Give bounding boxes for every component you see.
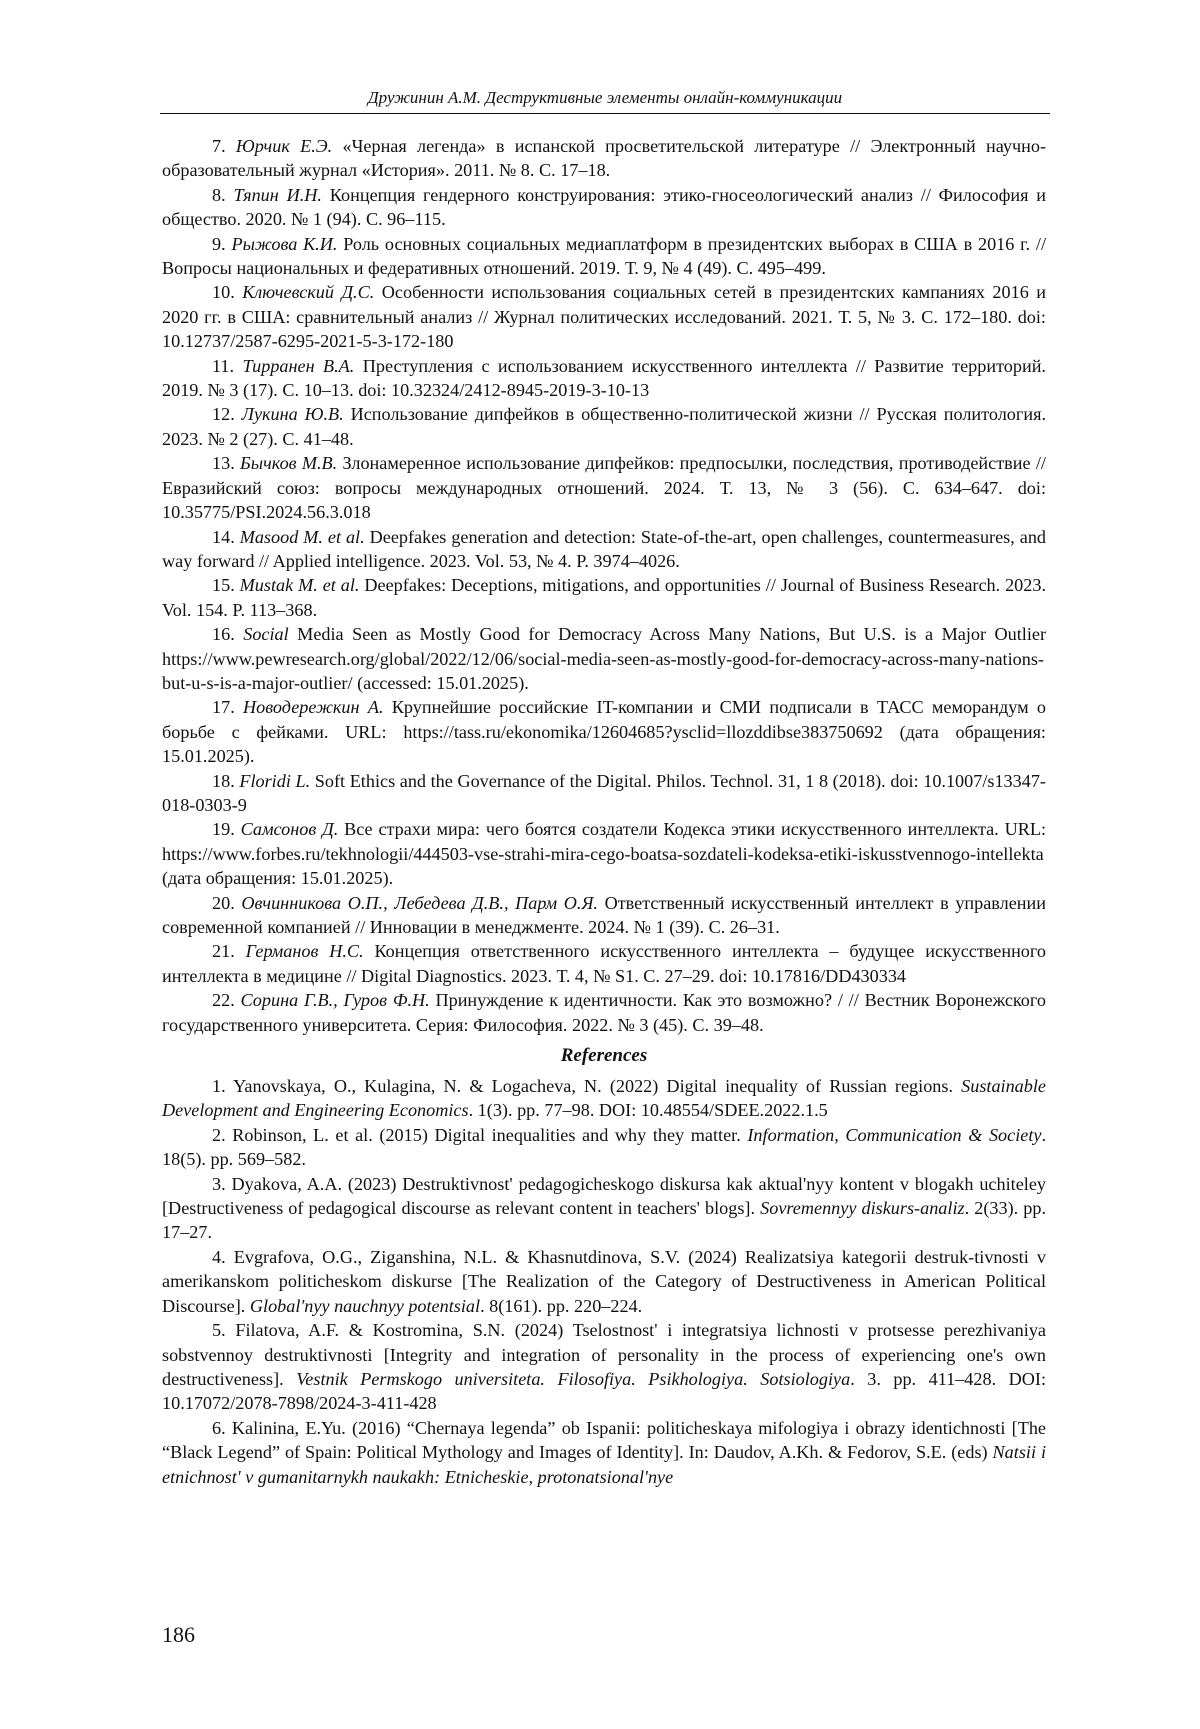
- bibliography-entry: [162, 183, 1046, 232]
- bibliography-entry: [162, 402, 1046, 451]
- bibliography-entry: [162, 891, 1046, 940]
- bibliography-entry: [162, 988, 1046, 1037]
- entry-author: Masood M. et al.: [239, 526, 365, 547]
- entry-author: Mustak M. et al.: [239, 575, 360, 596]
- reference-entry: [162, 1416, 1046, 1489]
- entry-number: 18.: [212, 770, 235, 791]
- running-head: Дружинин А.М. Деструктивные элементы онлайн-коммуникации: [367, 88, 843, 107]
- reference-details: . 3. pp. 411–428. DOI: 10.17072/2078-7898/2024-3-411-428: [162, 1368, 1046, 1414]
- reference-entry: [162, 1318, 1046, 1416]
- entry-author: Самсонов Д.: [240, 819, 339, 840]
- bibliography-entry: [162, 354, 1046, 403]
- bibliography-entry: [162, 280, 1046, 353]
- reference-number: 3.: [212, 1173, 226, 1194]
- bibliography-list: [162, 134, 1046, 1037]
- reference-source: Natsii i etnichnost' v gumanitarnykh naukakh: Etnicheskie, protonatsional'nye: [162, 1442, 1046, 1487]
- entry-number: 12.: [212, 404, 235, 425]
- entry-number: 8.: [212, 184, 226, 205]
- bibliography-entry: [162, 232, 1046, 281]
- entry-text: Deepfakes: Deceptions, mitigations, and opportunities // Journal of Business Research. 2023. Vol. 154. P. 113–368.: [162, 575, 1047, 620]
- entry-number: 19.: [212, 819, 235, 840]
- header-rule: [160, 113, 1050, 114]
- reference-text: Robinson, L. et al. (2015) Digital inequalities and why they matter.: [225, 1124, 748, 1145]
- reference-entry: [162, 1245, 1046, 1318]
- entry-author: Рыжова К.И.: [231, 233, 338, 254]
- entry-author: Юрчик Е.Э.: [235, 136, 333, 156]
- references-list: [162, 1074, 1046, 1489]
- reference-number: 4.: [212, 1246, 226, 1267]
- reference-text: Evgrafova, O.G., Ziganshina, N.L. & Khasnutdinova, S.V. (2024) Realizatsiya kategorii destruk-tivnosti v amerikanskom politicheskom diskurse [The Realization of the Category of Destructiveness in American Political Discourse].: [162, 1246, 1046, 1316]
- reference-source: Information, Communication & Society: [747, 1124, 1042, 1145]
- reference-text: Filatova, A.F. & Kostromina, S.N. (2024) Tselostnost' i integratsiya lichnosti v protsesse perezhivaniya sobstvennoy destruktivnosti [Integrity and integration of personality in the process of experiencing one's own destructiveness].: [162, 1320, 1046, 1389]
- entry-text: Все страхи мира: чего боятся создатели Кодекса этики искусственного интеллекта. URL: https://www.forbes.ru/tekhnologii/444503-vse-strahi-mira-cego-boatsa-sozdateli-kodeksa-etiki-iskusstvennogo-intellekta (дата обращения: 15.01.2025).: [162, 819, 1047, 889]
- bibliography-entry: [162, 939, 1046, 988]
- page-number: 186: [162, 1622, 195, 1647]
- entry-text: Концепция ответственного искусственного интеллекта – будущее искусственного интеллекта в медицине // Digital Diagnostics. 2023. Т. 4, № S1. С. 27–29. doi: 10.17816/DD430334: [162, 941, 1046, 986]
- entry-author: Тяпин И.Н.: [233, 184, 322, 205]
- reference-number: 1.: [212, 1076, 226, 1097]
- entry-text: Злонамеренное использование дипфейков: предпосылки, последствия, противодействие // Евразийский союз: вопросы международных отношений. 2024. Т. 13, № 3 (56). С. 634–647. doi: 10.35775/PSI.2024.56.3.018: [162, 453, 1046, 523]
- entry-text: Ответственный искусственный интеллект в управлении современной компанией // Инновации в менеджменте. 2024. № 1 (39). С. 26–31.: [162, 892, 1047, 937]
- entry-text: Роль основных социальных медиаплатформ в президентских выборах в США в 2016 г. // Вопросы национальных и федеративных отношений. 2019. Т. 9, № 4 (49). С. 495–499.: [162, 233, 1047, 279]
- entry-text: Особенности использования социальных сетей в президентских кампаниях 2016 и 2020 гг. в США: сравнительный анализ // Журнал политических исследований. 2021. Т. 5, № 3. С. 172–180. doi: 10.12737/2587-6295-2021-5-3-172-180: [162, 282, 1047, 352]
- reference-details: . 1(3). pp. 77–98. DOI: 10.48554/SDEE.2022.1.5: [468, 1100, 828, 1121]
- entry-number: 16.: [212, 624, 235, 645]
- reference-entry: [162, 1074, 1046, 1123]
- bibliography-entry: [162, 817, 1046, 890]
- bibliography-entry: [162, 573, 1046, 622]
- entry-text: Принуждение к идентичности. Как это возможно? / // Вестник Воронежского государственного университета. Серия: Философия. 2022. № 3 (45). С. 39–48.: [162, 990, 1047, 1035]
- entry-text: «Черная легенда» в испанской просветительской литературе // Электронный научно-образовательный журнал «История». 2011. № 8. С. 17–18.: [162, 136, 1047, 181]
- entry-author: Германов Н.С.: [245, 941, 364, 962]
- bibliography-entry: [162, 451, 1046, 524]
- reference-details: . 8(161). pp. 220–224.: [480, 1295, 643, 1316]
- bibliography-entry: [162, 769, 1046, 818]
- page-content: [162, 134, 1046, 1489]
- bibliography-entry: [162, 134, 1046, 183]
- entry-number: 15.: [212, 575, 235, 596]
- reference-number: 2.: [212, 1124, 226, 1145]
- reference-number: 6.: [212, 1417, 226, 1438]
- entry-author: Тирранен В.А.: [242, 355, 355, 376]
- entry-number: 10.: [212, 282, 235, 303]
- entry-text: Крупнейшие российские IT-компании и СМИ подписали в ТАСС меморандум о борьбе с фейками. URL: https://tass.ru/ekonomika/12604685?ysclid=llozddibse383750692 (дата обращения: 15.01.2025).: [162, 697, 1046, 767]
- bibliography-entry: [162, 525, 1046, 574]
- entry-number: 17.: [212, 697, 235, 718]
- reference-entry: [162, 1123, 1046, 1172]
- reference-source: Vestnik Permskogo universiteta. Filosofiya. Psikhologiya. Sotsiologiya: [296, 1368, 851, 1389]
- reference-details: . 18(5). pp. 569–582.: [162, 1124, 1047, 1170]
- entry-text: Использование дипфейков в общественно-политической жизни // Русская политология. 2023. № 2 (27). С. 41–48.: [162, 404, 1047, 449]
- entry-text: Концепция гендерного конструирования: этико-гносеологический анализ // Философия и общество. 2020. № 1 (94). С. 96–115.: [162, 184, 1046, 230]
- entry-text: Soft Ethics and the Governance of the Digital. Philos. Technol. 31, 1 8 (2018). doi: 10.1007/s13347-018-0303-9: [162, 770, 1046, 815]
- entry-author: Social: [243, 624, 289, 645]
- entry-author: Новодережкин А.: [243, 697, 384, 718]
- entry-author: Лукина Ю.В.: [241, 404, 344, 425]
- entry-text: Преступления с использованием искусственного интеллекта // Развитие территорий. 2019. № 3 (17). С. 10–13. doi: 10.32324/2412-8945-2019-3-10-13: [162, 355, 1046, 401]
- reference-number: 5.: [212, 1320, 226, 1341]
- entry-text: Media Seen as Mostly Good for Democracy Across Many Nations, But U.S. is a Major Outlier https://www.pewresearch.org/global/2022/12/06/social-media-seen-as-mostly-good-for-democracy-across-many-nations-but-u-s-is-a-major-outlier/ (accessed: 15.01.2025).: [162, 624, 1047, 693]
- bibliography-entry: [162, 622, 1046, 695]
- entry-author: Бычков М.В.: [240, 453, 338, 474]
- entry-number: 21.: [212, 941, 235, 962]
- entry-number: 9.: [212, 233, 226, 254]
- entry-number: 7.: [212, 136, 226, 156]
- entry-number: 14.: [212, 526, 235, 547]
- reference-details: . 2(33). pp. 17–27.: [162, 1198, 1047, 1243]
- reference-text: Kalinina, E.Yu. (2016) “Chernaya legenda” ob Ispanii: politicheskaya mifologiya i obrazy identichnosti [The “Black Legend” of Spain: Political Mythology and Images of Identity]. In: Daudov, A.Kh. & Fedorov, S.E. (eds): [162, 1417, 1046, 1463]
- reference-text: Dyakova, A.A. (2023) Destruktivnost' pedagogicheskogo diskursa kak aktual'nyy kontent v blogakh uchiteley [Destructiveness of pedagogical discourse as relevant content in teachers' blogs].: [162, 1173, 1046, 1219]
- reference-entry: [162, 1172, 1046, 1245]
- entry-author: Floridi L.: [239, 770, 311, 791]
- entry-author: Ключевский Д.С.: [242, 282, 375, 303]
- entry-author: Овчинникова О.П., Лебедева Д.В., Парм О.Я.: [241, 892, 598, 913]
- reference-source: Sovremennyy diskurs-analiz: [760, 1198, 965, 1219]
- reference-source: Sustainable Development and Engineering Economics: [162, 1076, 1046, 1121]
- bibliography-entry: [162, 695, 1046, 768]
- reference-text: Yanovskaya, O., Kulagina, N. & Logacheva, N. (2022) Digital inequality of Russian regions.: [225, 1076, 962, 1097]
- entry-number: 13.: [212, 453, 235, 474]
- entry-number: 22.: [212, 990, 235, 1011]
- entry-author: Сорина Г.В., Гуров Ф.Н.: [240, 990, 430, 1011]
- entry-number: 11.: [212, 355, 235, 376]
- reference-source: Global'nyy nauchnyy potentsial: [249, 1295, 481, 1316]
- references-title: References: [560, 1045, 648, 1067]
- entry-number: 20.: [212, 892, 235, 913]
- entry-text: Deepfakes generation and detection: State-of-the-art, open challenges, countermeasures, and way forward // Applied intelligence. 2023. Vol. 53, № 4. P. 3974–4026.: [162, 526, 1047, 571]
